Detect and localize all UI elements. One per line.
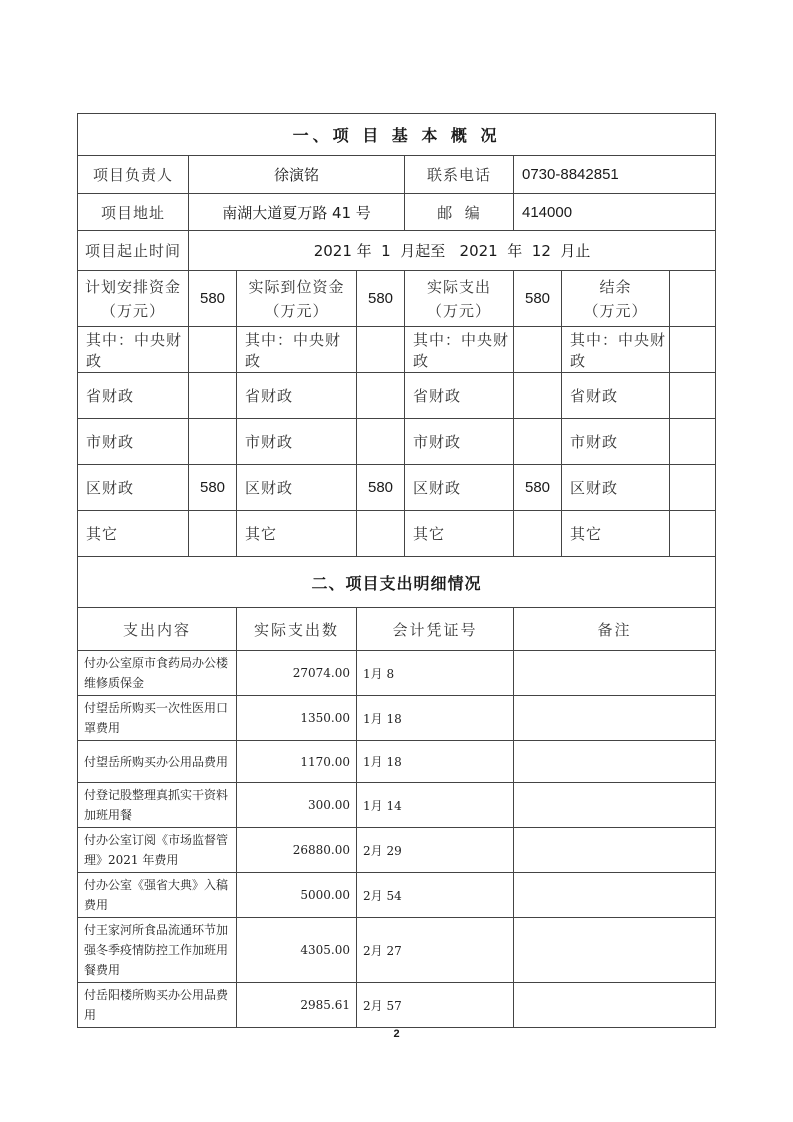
received-funds-value: 580: [357, 271, 405, 327]
funding-value: [514, 419, 562, 465]
expense-voucher: 2月 27: [357, 918, 514, 983]
expense-note: [514, 918, 716, 983]
funding-label: 省财政: [78, 373, 189, 419]
funding-value: [670, 419, 716, 465]
period-label: 项目起止时间: [78, 231, 189, 271]
funding-value: [189, 373, 237, 419]
expense-amount: 1170.00: [237, 741, 357, 783]
funding-value: 580: [189, 465, 237, 511]
funding-label: 其中：中央财政: [237, 327, 357, 373]
expenditure-detail-table: [77, 556, 716, 1028]
funding-label: 市财政: [562, 419, 670, 465]
expense-content: 付登记股整理真抓实干资料加班用餐: [78, 783, 237, 828]
expense-note: [514, 828, 716, 873]
funding-value: 580: [357, 465, 405, 511]
address-label: 项目地址: [78, 194, 189, 231]
expense-amount: 27074.00: [237, 651, 357, 696]
table-row: [78, 828, 716, 873]
expense-content: 付王家河所食品流通环节加强冬季疫情防控工作加班用餐费用: [78, 918, 237, 983]
funding-value: 580: [514, 465, 562, 511]
postcode-value: 414000: [514, 194, 716, 231]
expense-note: [514, 741, 716, 783]
expense-amount: 300.00: [237, 783, 357, 828]
funding-label: 区财政: [562, 465, 670, 511]
funding-label: 其它: [78, 511, 189, 557]
funding-value: [514, 327, 562, 373]
expense-content: 付望岳所购买办公用品费用: [78, 741, 237, 783]
expense-amount: 4305.00: [237, 918, 357, 983]
funding-label: 其它: [237, 511, 357, 557]
balance-label: 结余 （万元）: [562, 271, 670, 327]
leader-value: 徐演铭: [189, 156, 405, 194]
planned-funds-label: 计划安排资金 （万元）: [78, 271, 189, 327]
expense-voucher: 2月 29: [357, 828, 514, 873]
funding-value: [670, 373, 716, 419]
funding-label: 区财政: [405, 465, 514, 511]
funding-label: 区财政: [237, 465, 357, 511]
expense-content: 付办公室《强省大典》入稿费用: [78, 873, 237, 918]
funding-label: 其中：中央财政: [405, 327, 514, 373]
expense-amount: 26880.00: [237, 828, 357, 873]
received-funds-label: 实际到位资金 （万元）: [237, 271, 357, 327]
funding-row-other: [78, 511, 716, 557]
phone-value: 0730-8842851: [514, 156, 716, 194]
table-row: [78, 983, 716, 1028]
expense-content: 付望岳所购买一次性医用口罩费用: [78, 696, 237, 741]
address-value: 南湖大道夏万路 41 号: [189, 194, 405, 231]
expense-voucher: 1月 18: [357, 741, 514, 783]
expense-content: 付岳阳楼所购买办公用品费用: [78, 983, 237, 1028]
table-row: [78, 651, 716, 696]
expense-note: [514, 873, 716, 918]
funding-label: 其它: [405, 511, 514, 557]
funding-label: 省财政: [237, 373, 357, 419]
expense-amount: 5000.00: [237, 873, 357, 918]
expense-note: [514, 696, 716, 741]
project-overview-table: [77, 113, 716, 557]
col-header-note: 备注: [514, 608, 716, 651]
funding-label: 市财政: [405, 419, 514, 465]
expense-amount: 1350.00: [237, 696, 357, 741]
funding-value: [514, 511, 562, 557]
funding-value: [357, 327, 405, 373]
planned-funds-value: 580: [189, 271, 237, 327]
table-row: [78, 783, 716, 828]
funding-label: 其它: [562, 511, 670, 557]
funding-header-row: [78, 271, 716, 327]
funding-label: 市财政: [237, 419, 357, 465]
table-row: [78, 696, 716, 741]
funding-label: 其中：中央财政: [78, 327, 189, 373]
funding-value: [357, 373, 405, 419]
actual-spending-label: 实际支出 （万元）: [405, 271, 514, 327]
funding-value: [670, 465, 716, 511]
section2-title: 二、项目支出明细情况: [78, 557, 716, 608]
funding-row-city: [78, 419, 716, 465]
col-header-amount: 实际支出数: [237, 608, 357, 651]
phone-label: 联系电话: [405, 156, 514, 194]
funding-row-central: [78, 327, 716, 373]
expense-note: [514, 651, 716, 696]
section1-title: 一、项 目 基 本 概 况: [78, 114, 716, 156]
expense-voucher: 2月 57: [357, 983, 514, 1028]
expense-voucher: 1月 18: [357, 696, 514, 741]
funding-value: [189, 419, 237, 465]
funding-value: [670, 511, 716, 557]
funding-value: [670, 327, 716, 373]
expense-note: [514, 783, 716, 828]
expense-amount: 2985.61: [237, 983, 357, 1028]
funding-value: [357, 419, 405, 465]
postcode-label: 邮 编: [405, 194, 514, 231]
expense-voucher: 1月 14: [357, 783, 514, 828]
expense-content: 付办公室原市食药局办公楼维修质保金: [78, 651, 237, 696]
col-header-voucher: 会计凭证号: [357, 608, 514, 651]
expense-content: 付办公室订阅《市场监督管理》2021 年费用: [78, 828, 237, 873]
funding-label: 其中：中央财政: [562, 327, 670, 373]
leader-label: 项目负责人: [78, 156, 189, 194]
funding-label: 区财政: [78, 465, 189, 511]
funding-value: [357, 511, 405, 557]
expense-note: [514, 983, 716, 1028]
table-row: [78, 873, 716, 918]
funding-value: [189, 327, 237, 373]
period-value: 2021 年 1 月起至 2021 年 12 月止: [189, 231, 716, 271]
actual-spending-value: 580: [514, 271, 562, 327]
table-row: [78, 741, 716, 783]
expense-voucher: 1月 8: [357, 651, 514, 696]
col-header-content: 支出内容: [78, 608, 237, 651]
detail-header-row: [78, 608, 716, 651]
funding-label: 市财政: [78, 419, 189, 465]
funding-row-province: [78, 373, 716, 419]
balance-value: [670, 271, 716, 327]
funding-row-district: [78, 465, 716, 511]
funding-label: 省财政: [562, 373, 670, 419]
expense-voucher: 2月 54: [357, 873, 514, 918]
funding-value: [514, 373, 562, 419]
table-row: [78, 918, 716, 983]
funding-value: [189, 511, 237, 557]
page-number: 2: [393, 1028, 400, 1040]
funding-label: 省财政: [405, 373, 514, 419]
